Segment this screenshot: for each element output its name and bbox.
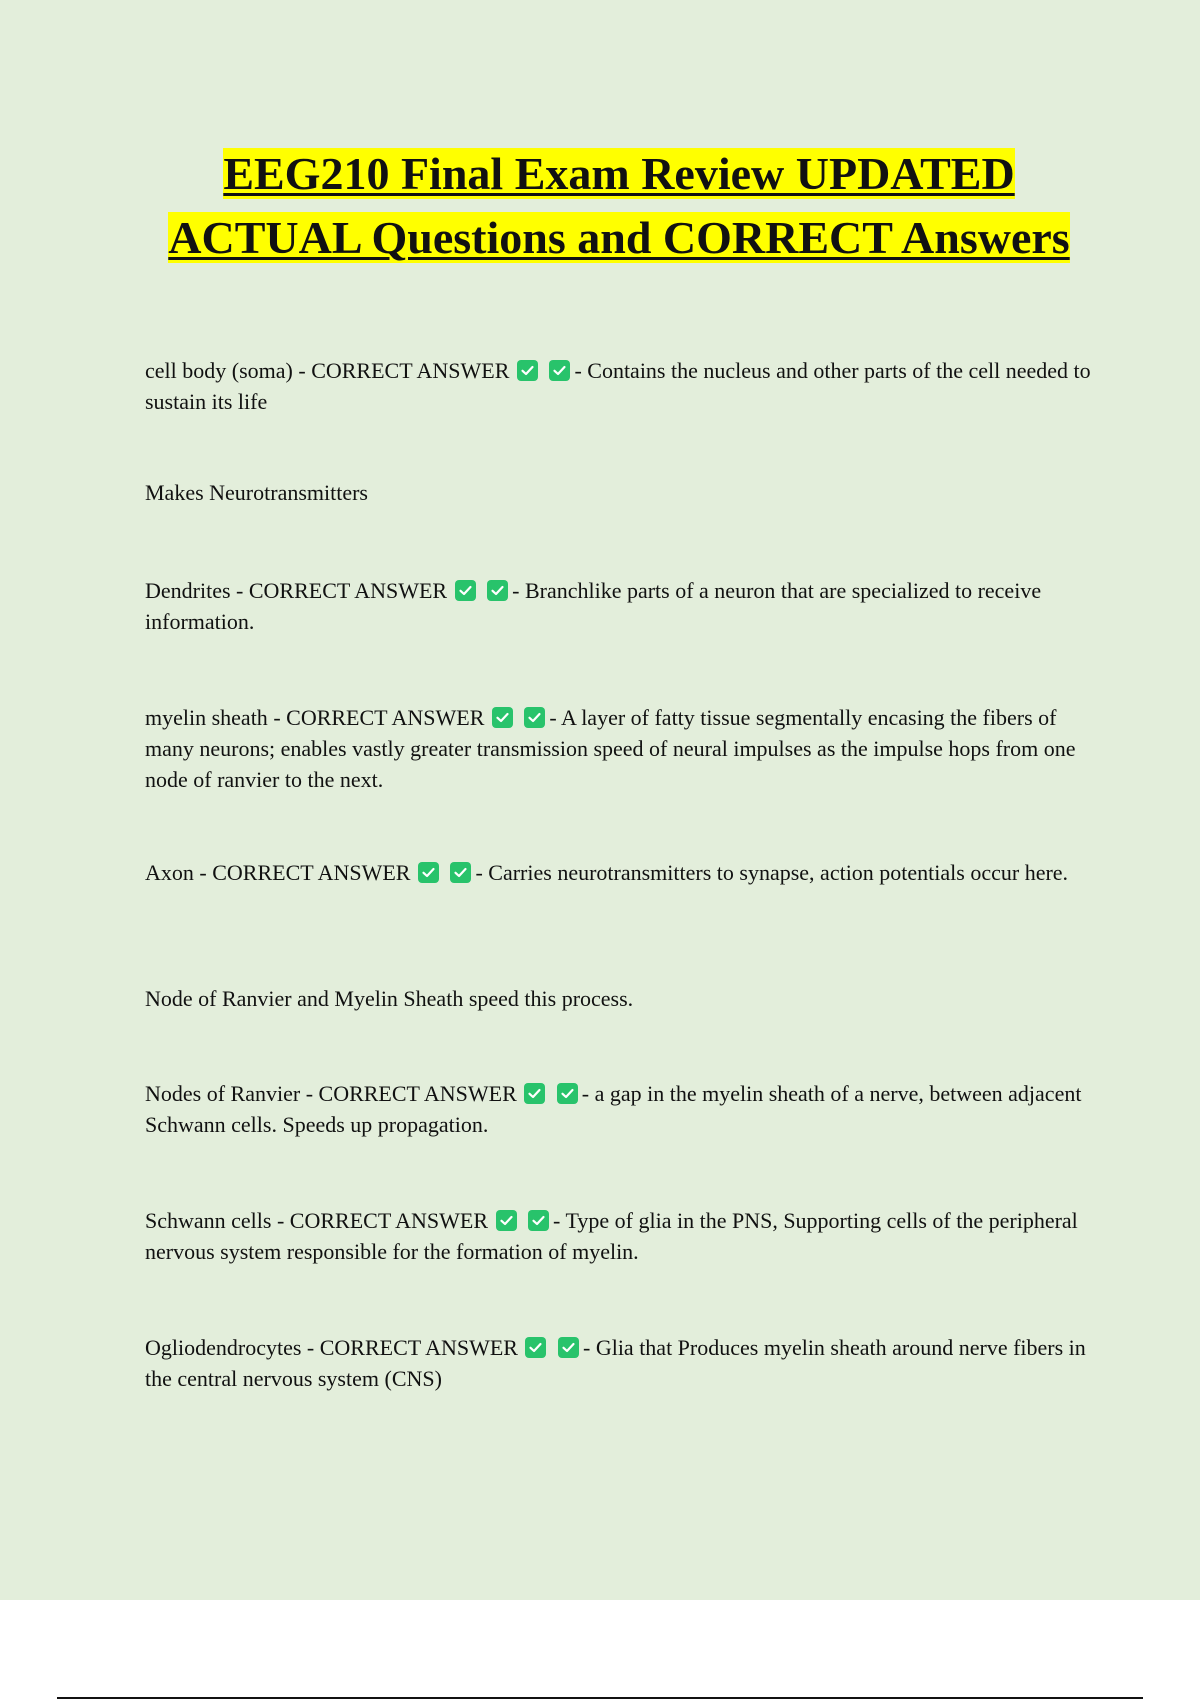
correct-answer-label: CORRECT ANSWER <box>212 860 411 885</box>
entry-term: myelin sheath <box>145 705 268 730</box>
check-icon <box>487 580 508 601</box>
check-icon <box>492 707 513 728</box>
correct-answer-label: CORRECT ANSWER <box>319 1335 518 1360</box>
footer-divider <box>57 1697 1143 1699</box>
correct-answer-label: CORRECT ANSWER <box>289 1208 489 1233</box>
entry-term: Ogliodendrocytes <box>145 1335 302 1360</box>
entry-dendrites: Dendrites - CORRECT ANSWER - Branchlike parts of a neuron that are specialized to receive information. <box>145 578 1042 634</box>
correct-answer-label: CORRECT ANSWER <box>318 1081 517 1106</box>
entry-schwann-cells: Schwann cells - CORRECT ANSWER - Type of glia in the PNS, Supporting cells of the peripheral nervous system responsible for the formation of myelin. <box>145 1208 1078 1264</box>
entry-term: Dendrites <box>145 578 231 603</box>
entry-term: Schwann cells <box>145 1208 272 1233</box>
note-text: Makes Neurotransmitters <box>145 480 368 505</box>
check-icon <box>558 1337 579 1358</box>
check-icon <box>557 1083 578 1104</box>
entry-ogliodendrocytes: Ogliodendrocytes - CORRECT ANSWER - Glia that Produces myelin sheath around nerve fibers in the central nervous system (CNS) <box>145 1335 1086 1391</box>
check-icon <box>528 1210 549 1231</box>
check-icon <box>525 1337 546 1358</box>
correct-answer-label: CORRECT ANSWER <box>311 358 510 383</box>
check-icon <box>450 862 471 883</box>
check-icon <box>524 1083 545 1104</box>
entry-definition: Carries neurotransmitters to synapse, action potentials occur here. <box>488 860 1069 885</box>
entry-definition: Type of glia in the PNS, Supporting cells of the peripheral nervous system responsible for the formation of myelin. <box>145 1208 1078 1264</box>
entry-cell-body: cell body (soma) - CORRECT ANSWER - Contains the nucleus and other parts of the cell needed to sustain its life <box>145 358 1091 414</box>
check-icon <box>549 360 570 381</box>
check-icon <box>418 862 439 883</box>
check-icon <box>517 360 538 381</box>
note-text: Node of Ranvier and Myelin Sheath speed this process. <box>145 986 634 1011</box>
document-title <box>130 142 1108 270</box>
correct-answer-label: CORRECT ANSWER <box>248 578 448 603</box>
check-icon <box>524 707 545 728</box>
check-icon <box>455 580 476 601</box>
entry-definition: a gap in the myelin sheath of a nerve, between adjacent Schwann cells. Speeds up propagation. <box>145 1081 1082 1137</box>
correct-answer-label: CORRECT ANSWER <box>286 705 485 730</box>
entry-myelin-sheath: myelin sheath - CORRECT ANSWER - A layer of fatty tissue segmentally encasing the fibers of many neurons; enables vastly greater transmission speed of neural impulses as the impulse hops from one node of ranvier to the next. <box>145 705 1076 792</box>
entry-definition: A layer of fatty tissue segmentally encasing the fibers of many neurons; enables vastly greater transmission speed of neural impulses as the impulse hops from one node of ranvier to the next. <box>145 705 1076 792</box>
entry-definition: Branchlike parts of a neuron that are specialized to receive information. <box>145 578 1042 634</box>
entry-axon: Axon - CORRECT ANSWER - Carries neurotransmitters to synapse, action potentials occur here. <box>145 860 1069 885</box>
entry-term: Nodes of Ranvier <box>145 1081 301 1106</box>
document-title-text: EEG210 Final Exam Review UPDATED ACTUAL Questions and CORRECT Answers <box>168 148 1070 263</box>
entry-term: cell body (soma) <box>145 358 293 383</box>
check-icon <box>496 1210 517 1231</box>
note-node-of-ranvier <box>145 983 1095 1014</box>
note-makes-neurotransmitters <box>145 477 1095 508</box>
entry-definition: Contains the nucleus and other parts of the cell needed to sustain its life <box>145 358 1091 414</box>
entry-nodes-of-ranvier: Nodes of Ranvier - CORRECT ANSWER - a gap in the myelin sheath of a nerve, between adjacent Schwann cells. Speeds up propagation. <box>145 1081 1082 1137</box>
entry-definition: Glia that Produces myelin sheath around nerve fibers in the central nervous system (CNS) <box>145 1335 1086 1391</box>
entry-term: Axon <box>145 860 194 885</box>
